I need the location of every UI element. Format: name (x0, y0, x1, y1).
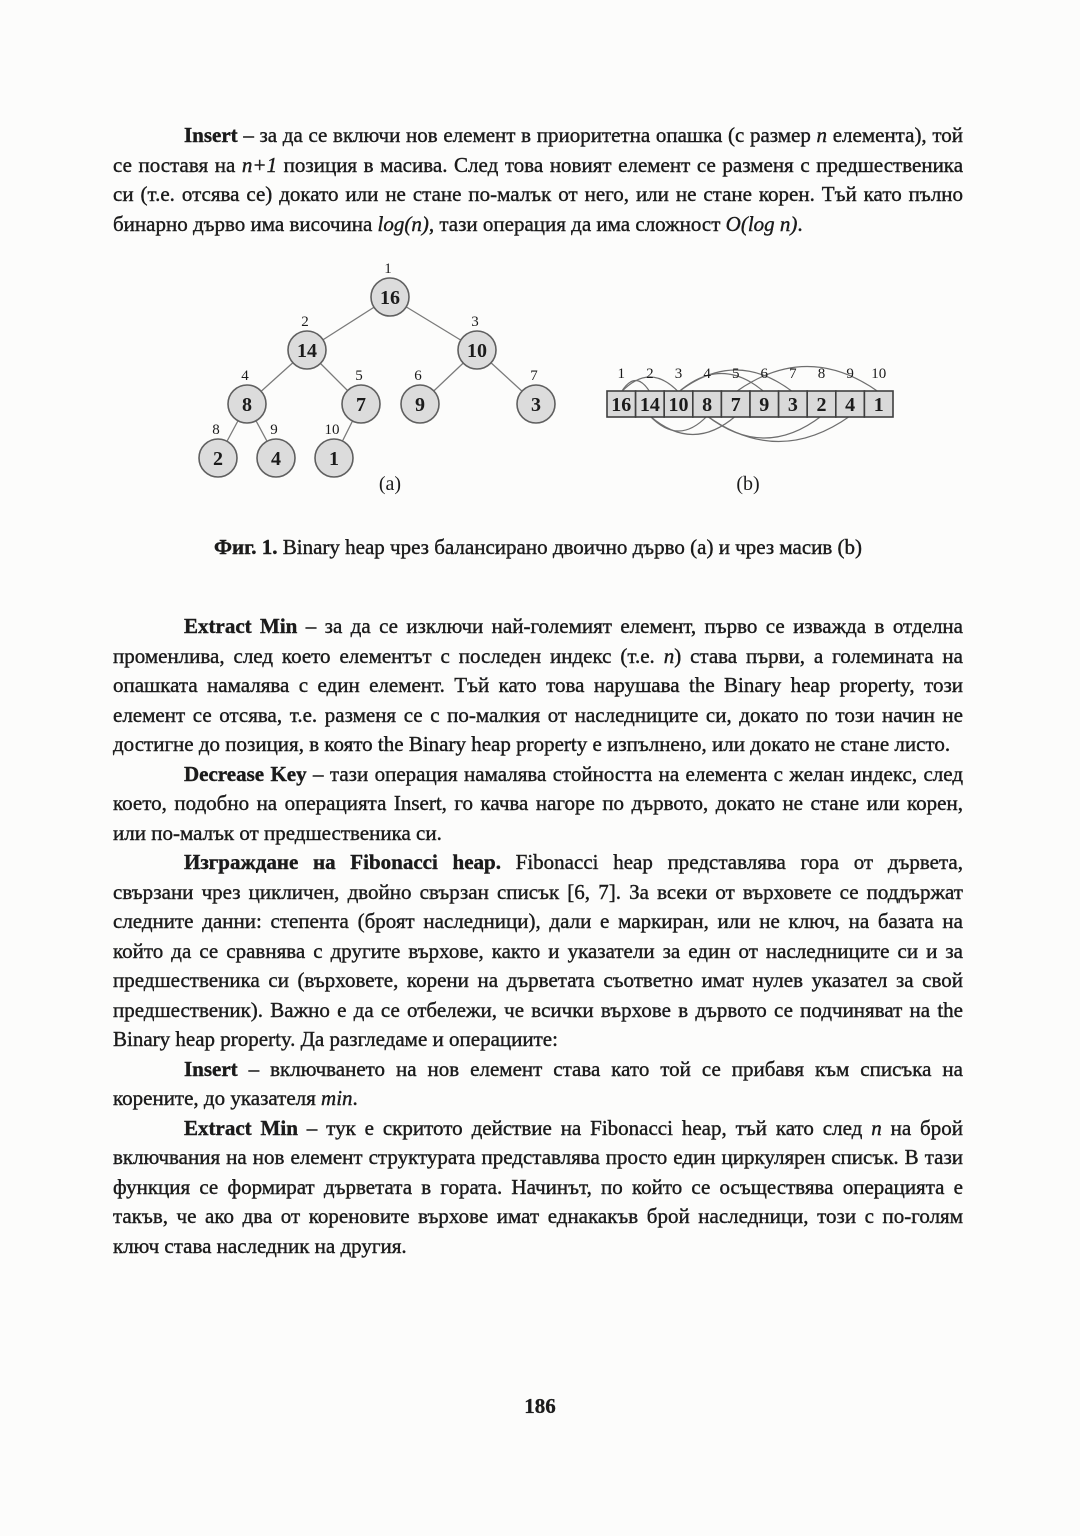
body-paragraphs (113, 612, 963, 1261)
array-cell-value: 3 (787, 394, 798, 416)
array-sublabel: (b) (736, 473, 760, 495)
array-index: 1 (617, 366, 626, 382)
tree-sublabel: (a) (378, 473, 402, 495)
bold-term: Фиг. 1. (213, 535, 278, 559)
tree-node-value: 2 (213, 448, 223, 470)
tree-node-index: 10 (324, 422, 340, 438)
text-run: – тук е скритото действие на Fibonacci heap, тъй като след (297, 1115, 872, 1140)
array-cell-value: 10 (668, 394, 689, 416)
array-index: 7 (789, 366, 797, 382)
bold-term: Extract Min (184, 614, 298, 638)
italic-term: n (663, 643, 675, 668)
array-cell-value: 1 (873, 394, 884, 416)
paragraph-fibonacci-heap-build (113, 848, 963, 1055)
tree-node-index: 8 (212, 422, 220, 438)
paragraph-extract-min-fibonacci (113, 1114, 963, 1262)
text-run: – за да се включи нов елемент в приоритетна опашка (с размер (237, 123, 817, 147)
tree-node-value: 7 (356, 394, 366, 416)
text-run: ) става първи, а големината на опашката намалява с един елемент. Тъй като това нарушава the Binary heap property, този елемент се отсява, т.е. разменя се с по-малкия от наследниците си, докато по този начин не достигне до позиция, в която the Binary heap property е изпълнено, или докато не стане листо. (113, 643, 963, 756)
text-block (113, 121, 963, 1261)
tree-node-value: 10 (467, 340, 487, 362)
text-run: . (352, 1086, 358, 1110)
text-run: Fibonacci heap представлява гора от дървета, свързани чрез цикличен, двойно свързан списък [6, 7]. За всеки от върховете се поддържат следните данни: степента (броят наследници), дали е маркиран, или не ключ, на базата на който да се сравнява с другите върхове, както и указатели за един от наследниците си и за предшественика си (върховете, корени на дърветата съответно имат нулев указател за свой предшественик). Важно е да се отбележи, че всички върхове в дървото се подчиняват на the Binary heap property. Да разгледаме и операциите: (113, 850, 963, 1051)
text-run: елемента), той се поставя на (113, 123, 963, 177)
array-index: 4 (703, 366, 711, 382)
italic-term: n (816, 123, 828, 147)
tree-node-value: 16 (380, 287, 400, 309)
array-arc-bottom (650, 416, 736, 435)
array-arc-top (736, 367, 879, 393)
array-cell-value: 2 (816, 394, 827, 416)
tree-node-index: 7 (530, 368, 538, 384)
intro-paragraphs (113, 121, 963, 239)
tree-node-index: 9 (270, 422, 278, 438)
text-run: Binary heap чрез балансирано двоично дърво (a) и чрез масив (b) (277, 535, 863, 559)
array-index: 3 (674, 366, 683, 382)
tree-node-index: 6 (414, 368, 422, 384)
bold-term: Decrease Key (184, 761, 307, 786)
italic-term: min (321, 1086, 353, 1110)
text-run: на брой включвания на нов елемент структурата представлява просто един циркулярен списък. В тази функция се формират дърветата в гората. Начинът, по който се осъществява операцията е такъв, че ако два от кореновите върхове имат еднакакъв брой наследници, този с по-голям ключ става наследник на другия. (113, 1115, 963, 1258)
tree-node-value: 9 (415, 394, 425, 416)
paragraph-decrease-key (113, 760, 963, 849)
bold-term: Insert (184, 123, 238, 147)
figure-caption (113, 534, 963, 560)
array-index: 10 (871, 366, 887, 382)
tree-node-value: 4 (271, 448, 281, 470)
array-cell-value: 9 (759, 394, 770, 416)
italic-term: O(log n) (725, 211, 798, 236)
tree-node-index: 2 (301, 314, 309, 330)
paragraph-extract-min-binary (113, 612, 963, 760)
array-index: 2 (646, 366, 654, 382)
tree-node-value: 1 (329, 448, 339, 470)
tree-node-index: 3 (471, 314, 479, 330)
array-arc-bottom (707, 416, 850, 442)
bold-term: Изграждане на Fibonacci heap. (184, 850, 501, 874)
italic-term: n+1 (241, 152, 278, 177)
text-run: – тази операция намалява стойността на елемента с желан индекс, след което, подобно на операцията Insert, го качва нагоре по дървото, докато не стане или корен, или по-малък от предшественика си. (113, 761, 964, 845)
italic-term: n (871, 1115, 882, 1140)
paragraph-insert-fibonacci (113, 1055, 963, 1114)
tree-node-index: 4 (241, 368, 249, 384)
tree-node-value: 8 (242, 394, 252, 416)
paragraph-insert-binary-heap (113, 121, 963, 239)
tree-node-value: 14 (297, 340, 317, 362)
array-arc-bottom (650, 416, 707, 431)
array-index: 5 (731, 366, 740, 382)
tree-node-index: 1 (384, 261, 392, 277)
array-cell-value: 4 (845, 394, 856, 416)
binary-heap-figure (0, 261, 1080, 506)
array-cell-value: 7 (730, 394, 741, 416)
text-run: тази операция да има сложност (434, 211, 726, 236)
array-cell-value: 16 (611, 394, 632, 416)
italic-term: log(n), (377, 211, 435, 236)
array-cell-value: 14 (639, 394, 660, 416)
tree-node-index: 5 (355, 368, 363, 384)
array-index: 9 (846, 366, 854, 382)
array-cell-value: 8 (702, 394, 713, 416)
bold-term: Insert (184, 1056, 238, 1081)
text-run: – за да се изключи най-големият елемент, първо се изважда в отделна променлива, след което елементът с последен индекс (т.е. (113, 614, 963, 668)
tree-node-value: 3 (531, 394, 541, 416)
text-run: позиция в масива. След това новият елемент се разменя с предшественика си (т.е. отсява се) докато или не стане по-малък от него, или не стане корен. Тъй като пълно бинарно дърво има височина (113, 152, 964, 236)
text-run: . (797, 211, 803, 236)
array-index: 6 (760, 366, 769, 382)
array-index: 8 (817, 366, 826, 382)
page-number: 186 (524, 1394, 556, 1418)
figure-1 (0, 261, 1080, 506)
bold-term: Extract Min (184, 1115, 298, 1140)
text-run: – включването на нов елемент става като той се прибавя към списъка на корените, до указателя (113, 1056, 963, 1110)
